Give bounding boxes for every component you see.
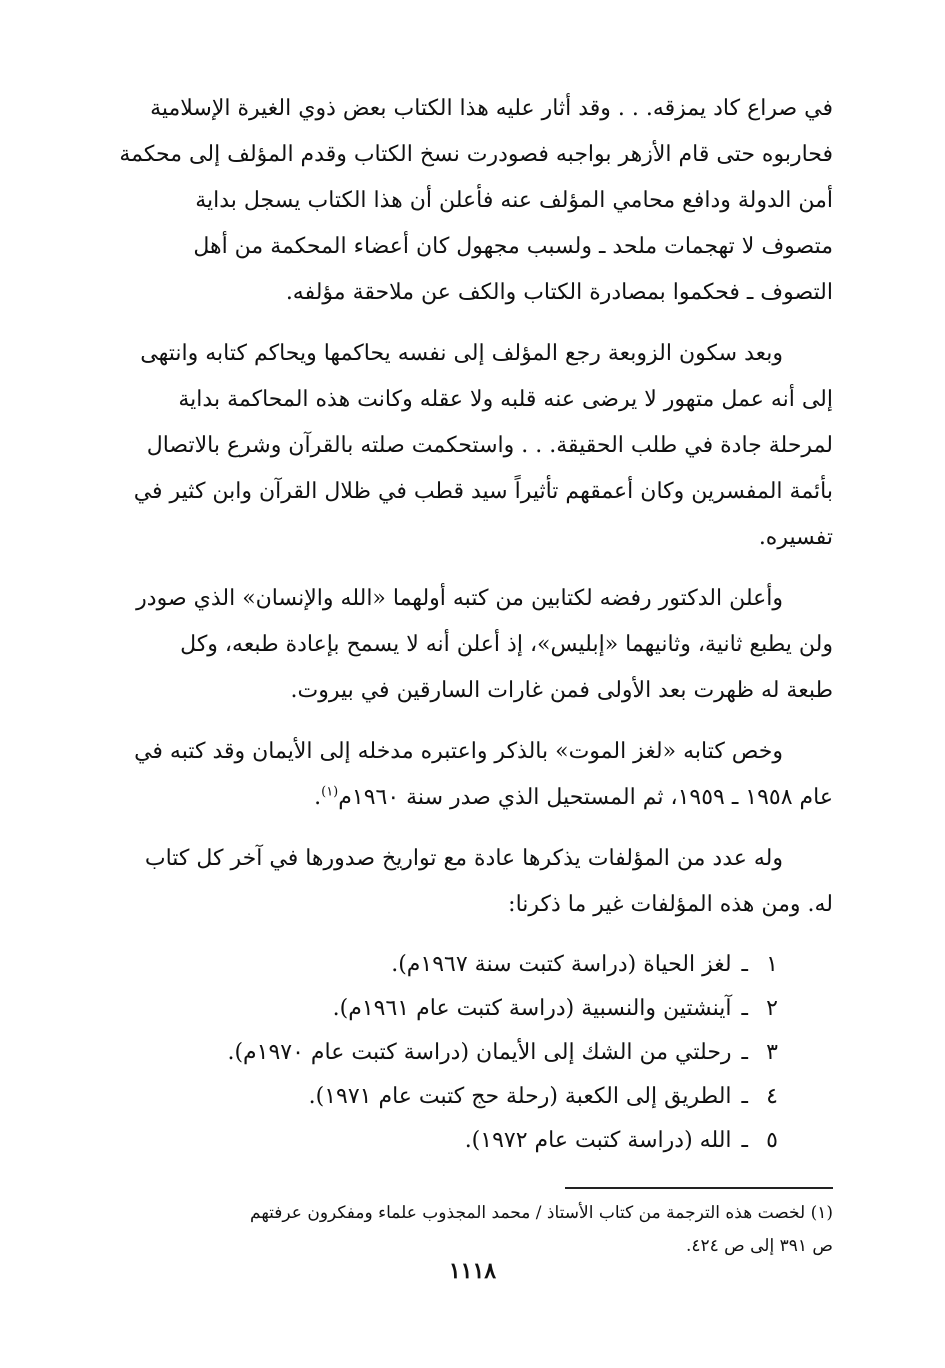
text-line: لمرحلة جادة في طلب الحقيقة. . . واستحكمت صلته بالقرآن وشرع بالاتصال	[146, 433, 833, 458]
text-line: متصوف لا تهجمات ملحد ـ ولسبب مجهول كان أعضاء المحكمة من أهل	[193, 234, 833, 259]
text-line-body: عام ١٩٥٨ ـ ١٩٥٩، ثم المستحيل الذي صدر سنة ١٩٦٠م	[338, 785, 833, 810]
paragraph-self-judgment	[110, 331, 833, 561]
text-line: فحاربوه حتى قام الأزهر بواجبه فصودرت نسخ الكتاب وقدم المؤلف إلى محكمة	[119, 142, 833, 167]
line-end-period: .	[314, 785, 322, 810]
list-item-number: ٤	[766, 1084, 778, 1109]
text-line: وأعلن الدكتور رفضه لكتابين من كتبه أولهما «الله والإنسان» الذي صودر	[136, 586, 783, 611]
text-line: في صراع كاد يمزقه. . . وقد أثار عليه هذا الكتاب بعض ذوي الغيرة الإسلامية	[150, 96, 833, 121]
text-line: أمن الدولة ودافع محامي المؤلف عنه فأعلن أن هذا الكتاب يسجل بداية	[195, 188, 833, 213]
paragraph-mystery-of-death	[110, 729, 833, 821]
list-item-number: ٣	[766, 1040, 778, 1065]
text-line	[110, 775, 833, 821]
list-dash: ـ	[741, 996, 748, 1021]
text-line: وله عدد من المؤلفات يذكرها عادة مع تواريخ صدورها في آخر كل كتاب	[144, 846, 783, 871]
footnote-reference: (١)	[321, 784, 339, 800]
text-line: إلى أنه عمل متهور لا يرضى عنه قلبه ولا عقله وكانت هذه المحاكمة بداية	[178, 387, 833, 412]
paragraph-works-intro	[110, 836, 833, 928]
list-item-text: آينشتين والنسبية (دراسة كتبت عام ١٩٦١م).	[332, 996, 732, 1021]
list-item	[110, 943, 833, 987]
works-list	[110, 943, 833, 1163]
text-line: وبعد سكون الزوبعة رجع المؤلف إلى نفسه يحاكمها ويحاكم كتابه وانتهى	[140, 341, 783, 366]
footnote	[110, 1197, 833, 1263]
list-item	[110, 1119, 833, 1163]
text-line: بأئمة المفسرين وكان أعمقهم تأثيراً سيد قطب في ظلال القرآن وابن كثير في	[133, 479, 833, 504]
paragraph-rejected-books	[110, 576, 833, 714]
list-item-text: رحلتي من الشك إلى الأيمان (دراسة كتبت عام ١٩٧٠م).	[227, 1040, 732, 1065]
text-line: له. ومن هذه المؤلفات غير ما ذكرنا:	[508, 892, 833, 917]
footnote-divider	[565, 1187, 833, 1189]
list-dash: ـ	[741, 1128, 748, 1153]
text-line: وخص كتابه «لغز الموت» بالذكر واعتبره مدخله إلى الأيمان وقد كتبه في	[134, 739, 783, 764]
list-item-text: لغز الحياة (دراسة كتبت سنة ١٩٦٧م).	[391, 952, 732, 977]
list-item-text: الله (دراسة كتبت عام ١٩٧٢).	[464, 1128, 732, 1153]
list-dash: ـ	[741, 1040, 748, 1065]
footnote-line: (١) لخصت هذه الترجمة من كتاب الأستاذ / محمد المجذوب علماء ومفكرون عرفتهم	[250, 1203, 833, 1223]
list-item	[110, 1031, 833, 1075]
footnote-line: ص ٣٩١ إلى ص ٤٢٤.	[685, 1236, 833, 1256]
list-dash: ـ	[741, 1084, 748, 1109]
list-dash: ـ	[741, 952, 748, 977]
list-item	[110, 987, 833, 1031]
list-item-number: ٥	[766, 1128, 778, 1153]
text-line: ولن يطبع ثانية، وثانيهما «إبليس»، إذ أعلن أنه لا يسمح بإعادة طبعه، وكل	[180, 632, 833, 657]
text-line: تفسيره.	[758, 525, 833, 550]
text-line: التصوف ـ فحكموا بمصادرة الكتاب والكف عن ملاحقة مؤلفه.	[285, 280, 833, 305]
list-item-number: ٢	[766, 996, 778, 1021]
paragraph-trial	[110, 86, 833, 316]
text-line: طبعة له ظهرت بعد الأولى فمن غارات السارقين في بيروت.	[290, 678, 833, 703]
list-item-number: ١	[766, 952, 778, 977]
page-number: ١١١٨	[448, 1258, 497, 1284]
list-item-text: الطريق إلى الكعبة (رحلة حج كتبت عام ١٩٧١).	[308, 1084, 732, 1109]
list-item	[110, 1075, 833, 1119]
